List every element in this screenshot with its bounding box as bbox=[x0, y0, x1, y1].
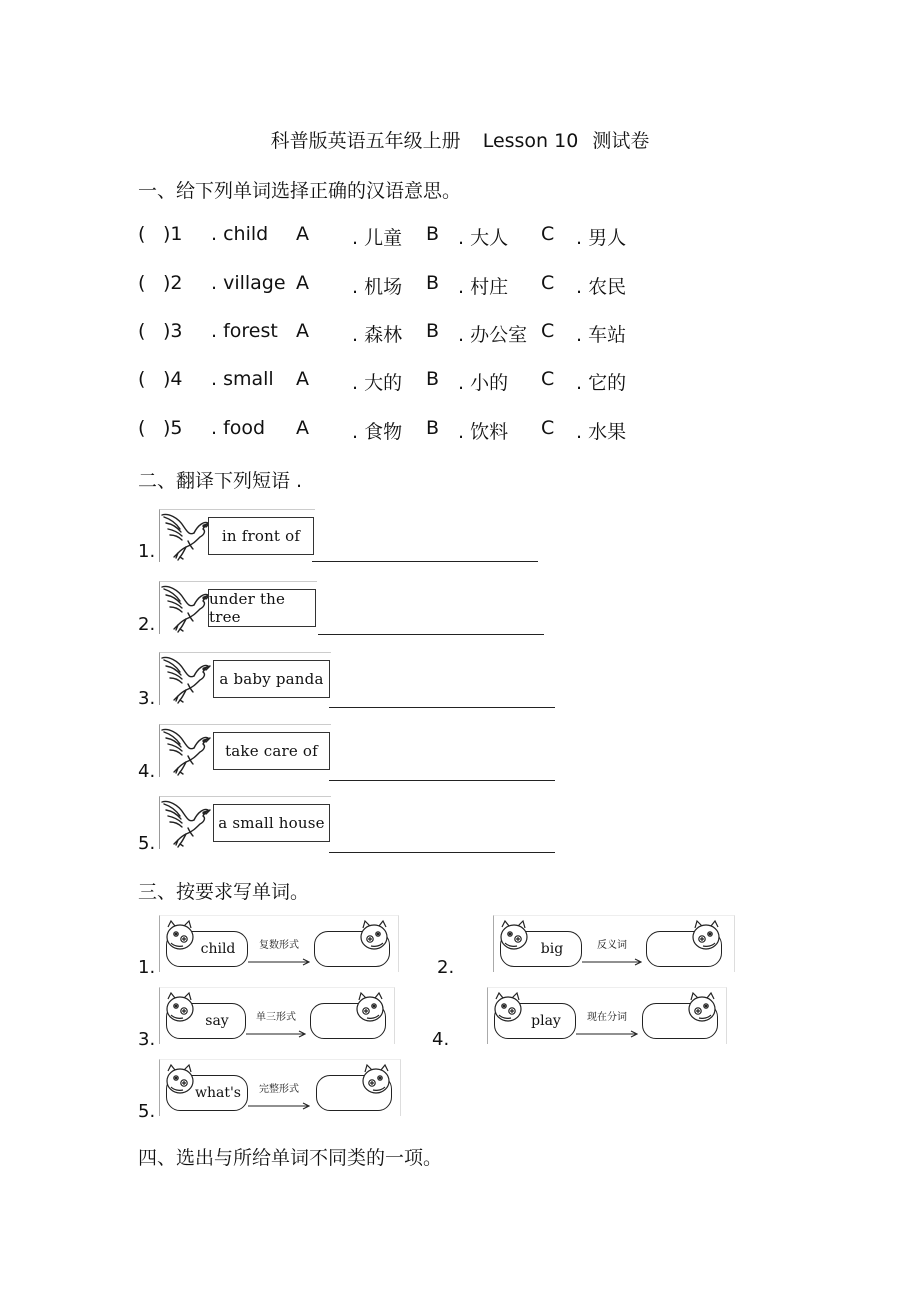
bird-face-icon bbox=[496, 919, 532, 957]
s1-item-num: )5 bbox=[163, 417, 183, 439]
s3-item-number: 1. bbox=[138, 957, 156, 978]
s1-item-a: A bbox=[296, 272, 309, 294]
s1-item-a-text: . 森林 bbox=[352, 324, 403, 346]
s1-item-c: C bbox=[541, 368, 555, 390]
s3-instruction: 完整形式 bbox=[259, 1084, 299, 1095]
s1-item-a: A bbox=[296, 320, 309, 342]
s1-item-b-text: . 大人 bbox=[458, 227, 509, 249]
s2-phrase-box: a small house bbox=[213, 804, 330, 842]
s2-item-number: 5. bbox=[138, 833, 156, 854]
title-test: 测试卷 bbox=[592, 130, 650, 152]
s1-item-num: )3 bbox=[163, 320, 183, 342]
arrow-right-icon bbox=[248, 1095, 310, 1114]
s1-item-b: B bbox=[426, 368, 440, 390]
s3-word-text: child bbox=[200, 941, 236, 957]
s2-phrase-box: take care of bbox=[213, 732, 330, 770]
s1-item-num: )1 bbox=[163, 223, 183, 245]
s1-item-a-text: . 大的 bbox=[352, 372, 403, 394]
bird-face-icon bbox=[490, 991, 526, 1029]
arrow-right-icon bbox=[582, 951, 642, 970]
s2-answer-line[interactable] bbox=[329, 707, 555, 708]
s1-item-word: . village bbox=[211, 272, 286, 294]
s1-item-b-text: . 村庄 bbox=[458, 276, 509, 298]
dove-icon bbox=[160, 583, 212, 637]
bird-face-icon bbox=[352, 991, 388, 1029]
dove-icon bbox=[160, 654, 212, 708]
title-cn: 科普版英语五年级上册 bbox=[270, 130, 461, 152]
s3-instruction: 现在分词 bbox=[587, 1012, 627, 1023]
s1-item-c-text: . 农民 bbox=[576, 276, 627, 298]
bird-face-icon bbox=[162, 919, 198, 957]
s1-item-b: B bbox=[426, 417, 440, 439]
s1-item-paren: ( bbox=[138, 368, 146, 390]
bird-face-icon bbox=[358, 1063, 394, 1101]
arrow-right-icon bbox=[576, 1023, 638, 1042]
s2-answer-line[interactable] bbox=[329, 780, 555, 781]
s3-word-text: say bbox=[205, 1013, 229, 1029]
s1-item-c-text: . 水果 bbox=[576, 421, 627, 443]
s1-item-a-text: . 食物 bbox=[352, 421, 403, 443]
s1-item-b: B bbox=[426, 272, 440, 294]
title-lesson: Lesson 10 bbox=[482, 130, 579, 152]
section3-heading: 三、按要求写单词。 bbox=[138, 881, 310, 903]
dove-icon bbox=[160, 726, 212, 780]
s2-answer-line[interactable] bbox=[318, 634, 544, 635]
s1-item-word: . small bbox=[211, 368, 274, 390]
s1-item-c: C bbox=[541, 223, 555, 245]
arrow-right-icon bbox=[246, 1023, 306, 1042]
s3-word-text: play bbox=[531, 1013, 561, 1029]
s2-item-number: 4. bbox=[138, 761, 156, 782]
s2-phrase-box: in front of bbox=[208, 517, 314, 555]
s1-item-b-text: . 饮料 bbox=[458, 421, 509, 443]
bird-face-icon bbox=[162, 1063, 198, 1101]
s1-item-b-text: . 小的 bbox=[458, 372, 509, 394]
section1-heading: 一、给下列单词选择正确的汉语意思。 bbox=[138, 180, 462, 202]
page-title bbox=[0, 126, 920, 153]
s1-item-paren: ( bbox=[138, 272, 146, 294]
bird-face-icon bbox=[162, 991, 198, 1029]
s1-item-word: . child bbox=[211, 223, 269, 245]
arrow-right-icon bbox=[248, 951, 310, 970]
s2-item-number: 3. bbox=[138, 688, 156, 709]
s3-item-number: 4. bbox=[432, 1029, 450, 1050]
bird-face-icon bbox=[684, 991, 720, 1029]
s1-item-num: )4 bbox=[163, 368, 183, 390]
s1-item-word: . food bbox=[211, 417, 266, 439]
s2-item-number: 2. bbox=[138, 614, 156, 635]
s1-item-c: C bbox=[541, 272, 555, 294]
s1-item-paren: ( bbox=[138, 223, 146, 245]
s3-item-number: 2. bbox=[437, 957, 455, 978]
s2-phrase-box: a baby panda bbox=[213, 660, 330, 698]
s2-item-number: 1. bbox=[138, 541, 156, 562]
s1-item-b: B bbox=[426, 320, 440, 342]
section2-heading: 二、翻译下列短语 . bbox=[138, 470, 303, 492]
s1-item-a-text: . 机场 bbox=[352, 276, 403, 298]
section4-heading: 四、选出与所给单词不同类的一项。 bbox=[138, 1147, 443, 1169]
s2-answer-line[interactable] bbox=[312, 561, 538, 562]
s1-item-c: C bbox=[541, 417, 555, 439]
s3-instruction: 复数形式 bbox=[259, 940, 299, 951]
s2-answer-line[interactable] bbox=[329, 852, 555, 853]
s3-word-text: big bbox=[540, 941, 564, 957]
s1-item-a-text: . 儿童 bbox=[352, 227, 403, 249]
s1-item-b: B bbox=[426, 223, 440, 245]
s3-item-number: 3. bbox=[138, 1029, 156, 1050]
s1-item-num: )2 bbox=[163, 272, 183, 294]
s1-item-c: C bbox=[541, 320, 555, 342]
s1-item-c-text: . 它的 bbox=[576, 372, 627, 394]
bird-face-icon bbox=[356, 919, 392, 957]
s3-item-number: 5. bbox=[138, 1101, 156, 1122]
s1-item-a: A bbox=[296, 223, 309, 245]
s1-item-a: A bbox=[296, 368, 309, 390]
s1-item-c-text: . 男人 bbox=[576, 227, 627, 249]
dove-icon bbox=[160, 798, 212, 852]
s1-item-b-text: . 办公室 bbox=[458, 324, 528, 346]
s1-item-paren: ( bbox=[138, 417, 146, 439]
s1-item-paren: ( bbox=[138, 320, 146, 342]
s1-item-word: . forest bbox=[211, 320, 278, 342]
s3-instruction: 反义词 bbox=[597, 940, 627, 951]
s3-instruction: 单三形式 bbox=[256, 1012, 296, 1023]
s3-word-text: what's bbox=[194, 1085, 241, 1101]
bird-face-icon bbox=[688, 919, 724, 957]
s1-item-a: A bbox=[296, 417, 309, 439]
dove-icon bbox=[160, 511, 212, 565]
s2-phrase-box: under the tree bbox=[208, 589, 316, 627]
s1-item-c-text: . 车站 bbox=[576, 324, 627, 346]
